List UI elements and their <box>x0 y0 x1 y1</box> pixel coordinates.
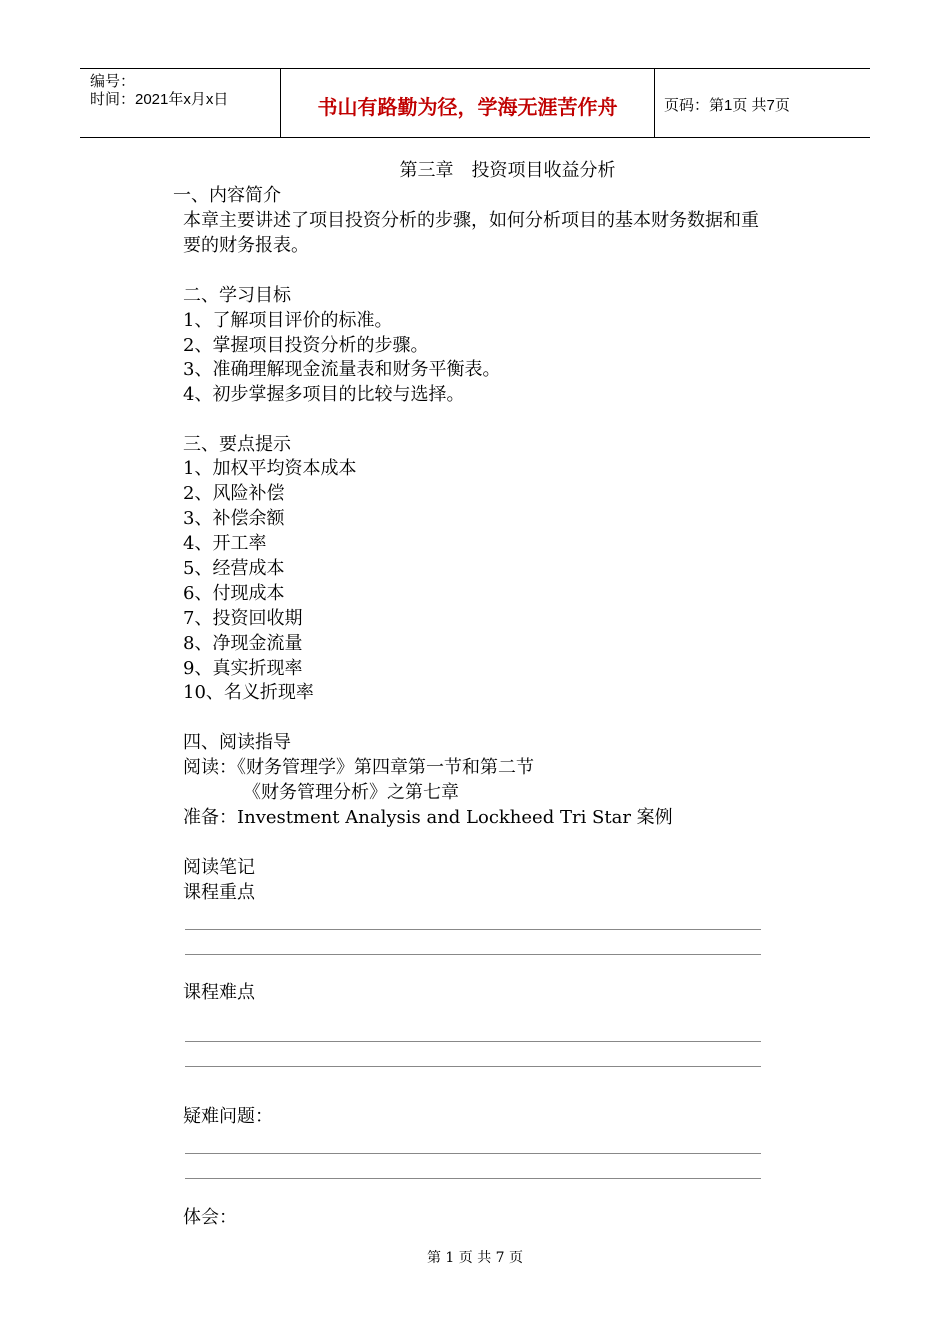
questions-label: 疑难问题： <box>183 1106 273 1127</box>
keypoint-item: 10、名义折现率 <box>183 682 314 703</box>
goal-item: 4、初步掌握多项目的比较与选择。 <box>183 384 465 405</box>
section-heading-goals: 二、学习目标 <box>183 285 291 306</box>
keypoint-item: 1、加权平均资本成本 <box>183 458 357 479</box>
goal-item: 2、掌握项目投资分析的步骤。 <box>183 335 429 356</box>
writing-line <box>185 954 761 955</box>
header-page-cell <box>654 69 870 137</box>
chapter-title: 第三章 投资项目收益分析 <box>399 160 616 181</box>
writing-line <box>185 1041 761 1042</box>
difficulties-label: 课程难点 <box>183 982 255 1003</box>
keypoint-item: 7、投资回收期 <box>183 608 303 629</box>
section-heading-keypoints: 三、要点提示 <box>183 434 291 455</box>
keypoint-item: 3、补偿余额 <box>183 508 285 529</box>
keypoint-item: 2、风险补偿 <box>183 483 285 504</box>
reflections-label: 体会： <box>183 1207 237 1228</box>
intro-line: 要的财务报表。 <box>183 235 309 256</box>
motto: 书山有路勤为径，学海无涯苦作舟 <box>317 95 618 119</box>
goal-item: 1、了解项目评价的标准。 <box>183 310 393 331</box>
key-points-label: 课程重点 <box>183 882 255 903</box>
writing-line <box>185 929 761 930</box>
keypoint-item: 4、开工率 <box>183 533 267 554</box>
keypoint-item: 8、净现金流量 <box>183 633 303 654</box>
writing-line <box>185 1066 761 1067</box>
header-meta-cell <box>80 69 280 137</box>
keypoint-item: 6、付现成本 <box>183 583 285 604</box>
intro-line: 本章主要讲述了项目投资分析的步骤，如何分析项目的基本财务数据和重 <box>183 210 759 231</box>
date-label: 时间：2021年x月x日 <box>90 91 229 108</box>
page-header <box>80 68 870 138</box>
keypoint-item: 9、真实折现率 <box>183 658 303 679</box>
writing-line <box>185 1178 761 1179</box>
goal-item: 3、准确理解现金流量表和财务平衡表。 <box>183 359 501 380</box>
reading-line-1: 阅读：《财务管理学》第四章第一节和第二节 <box>183 757 534 778</box>
section-heading-reading: 四、阅读指导 <box>183 732 291 753</box>
writing-line <box>185 1153 761 1154</box>
prepare-line: 准备：Investment Analysis and Lockheed Tri Star 案例 <box>183 807 673 828</box>
section-heading-intro: 一、内容简介 <box>173 185 281 206</box>
reading-line-2: 《财务管理分析》之第七章 <box>243 782 459 803</box>
page-footer: 第 1 页 共 7 页 <box>426 1250 524 1266</box>
number-label: 编号： <box>90 73 136 90</box>
notes-heading: 阅读笔记 <box>183 857 255 878</box>
keypoint-item: 5、经营成本 <box>183 558 285 579</box>
page-label: 页码：第1页 共7页 <box>664 97 790 114</box>
header-motto-cell <box>280 69 655 137</box>
